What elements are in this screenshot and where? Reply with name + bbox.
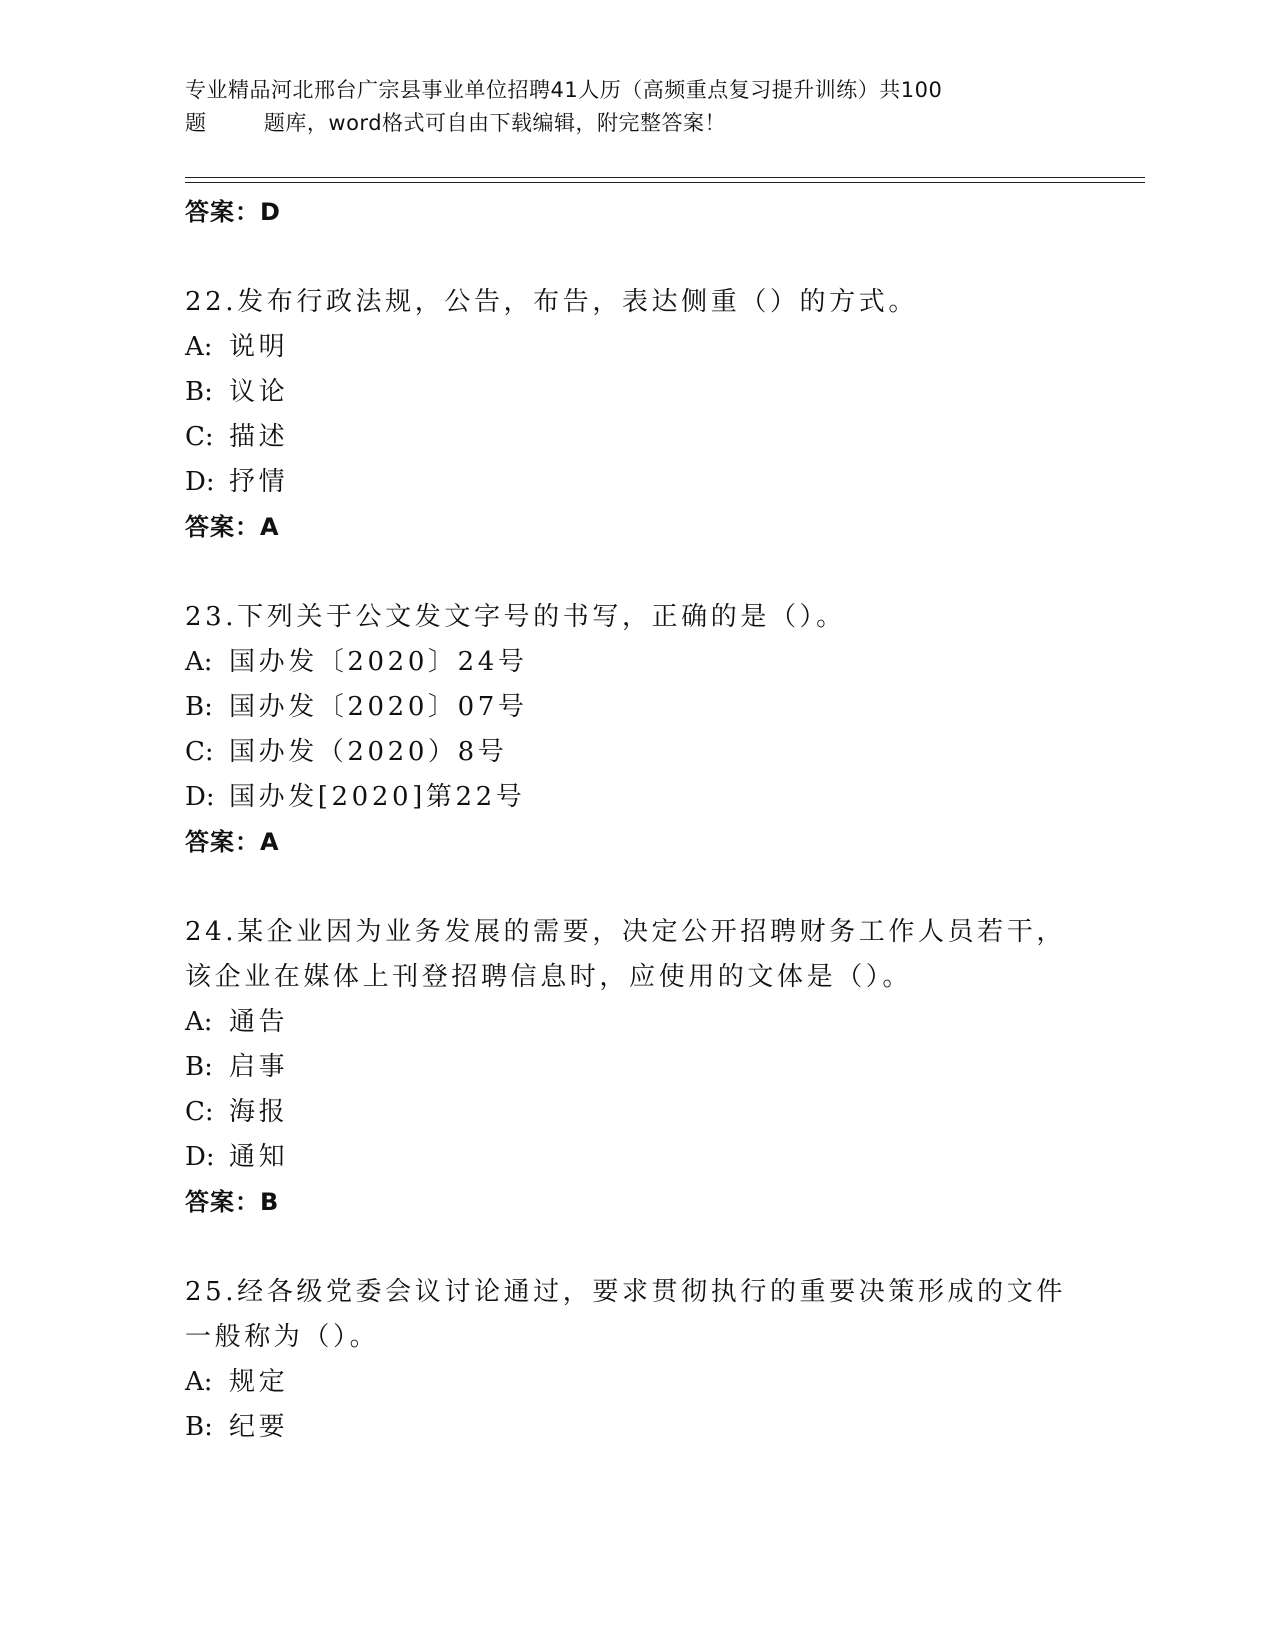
header-divider-thick	[185, 177, 1145, 178]
option-letter: B:	[185, 377, 213, 407]
option-c	[185, 730, 1085, 775]
option-text: 国办发[2020]第22号	[229, 782, 526, 812]
page-header	[185, 74, 1085, 140]
option-a	[185, 325, 1085, 370]
option-b	[185, 1405, 1085, 1450]
question-text: 24.某企业因为业务发展的需要，决定公开招聘财务工作人员若干，该企业在媒体上刊登招聘信息时，应使用的文体是（）。	[185, 917, 1066, 992]
option-text: 说明	[229, 332, 289, 362]
option-text: 规定	[229, 1367, 289, 1397]
header-title-line-2: 题 题库，word格式可自由下载编辑，附完整答案！	[185, 111, 727, 135]
answer: 答案：A	[185, 513, 280, 541]
answer: 答案：A	[185, 828, 280, 856]
option-letter: A:	[185, 647, 213, 677]
option-letter: B:	[185, 1052, 213, 1082]
option-letter: D:	[185, 467, 215, 497]
option-text: 议论	[229, 377, 289, 407]
option-b	[185, 685, 1085, 730]
question-text: 25.经各级党委会议讨论通过，要求贯彻执行的重要决策形成的文件一般称为（）。	[185, 1277, 1066, 1352]
option-text: 通知	[229, 1142, 289, 1172]
question-text: 22.发布行政法规，公告，布告，表达侧重（）的方式。	[185, 287, 918, 317]
spacer	[185, 1224, 1085, 1270]
option-letter: C:	[185, 422, 214, 452]
question-22	[185, 280, 1085, 549]
option-letter: A:	[185, 332, 213, 362]
answer-previous: 答案：D	[185, 198, 281, 226]
option-text: 描述	[229, 422, 289, 452]
option-d	[185, 1135, 1085, 1180]
option-letter: A:	[185, 1007, 213, 1037]
spacer	[185, 234, 1085, 280]
header-title-line-1: 专业精品河北邢台广宗县事业单位招聘41人历（高频重点复习提升训练）共100	[185, 78, 943, 102]
option-letter: C:	[185, 737, 214, 767]
option-letter: B:	[185, 1412, 213, 1442]
header-divider-thin	[185, 182, 1145, 183]
option-letter: D:	[185, 782, 215, 812]
option-d	[185, 775, 1085, 820]
option-b	[185, 1045, 1085, 1090]
option-letter: D:	[185, 1142, 215, 1172]
answer: 答案：B	[185, 1188, 280, 1216]
option-text: 国办发〔2020〕24号	[229, 647, 528, 677]
question-24	[185, 910, 1085, 1224]
spacer	[185, 549, 1085, 595]
option-text: 纪要	[229, 1412, 289, 1442]
option-c	[185, 1090, 1085, 1135]
option-a	[185, 1360, 1085, 1405]
question-25	[185, 1270, 1085, 1450]
option-b	[185, 370, 1085, 415]
spacer	[185, 864, 1085, 910]
question-text: 23.下列关于公文发文字号的书写，正确的是（）。	[185, 602, 846, 632]
option-letter: A:	[185, 1367, 213, 1397]
option-d	[185, 460, 1085, 505]
question-23	[185, 595, 1085, 864]
option-text: 启事	[229, 1052, 289, 1082]
option-text: 通告	[229, 1007, 289, 1037]
option-c	[185, 415, 1085, 460]
question-list	[185, 190, 1085, 1450]
option-letter: C:	[185, 1097, 214, 1127]
option-text: 国办发（2020）8号	[229, 737, 508, 767]
option-text: 海报	[229, 1097, 289, 1127]
option-a	[185, 1000, 1085, 1045]
option-letter: B:	[185, 692, 213, 722]
option-text: 抒情	[229, 467, 289, 497]
option-text: 国办发〔2020〕07号	[229, 692, 528, 722]
option-a	[185, 640, 1085, 685]
